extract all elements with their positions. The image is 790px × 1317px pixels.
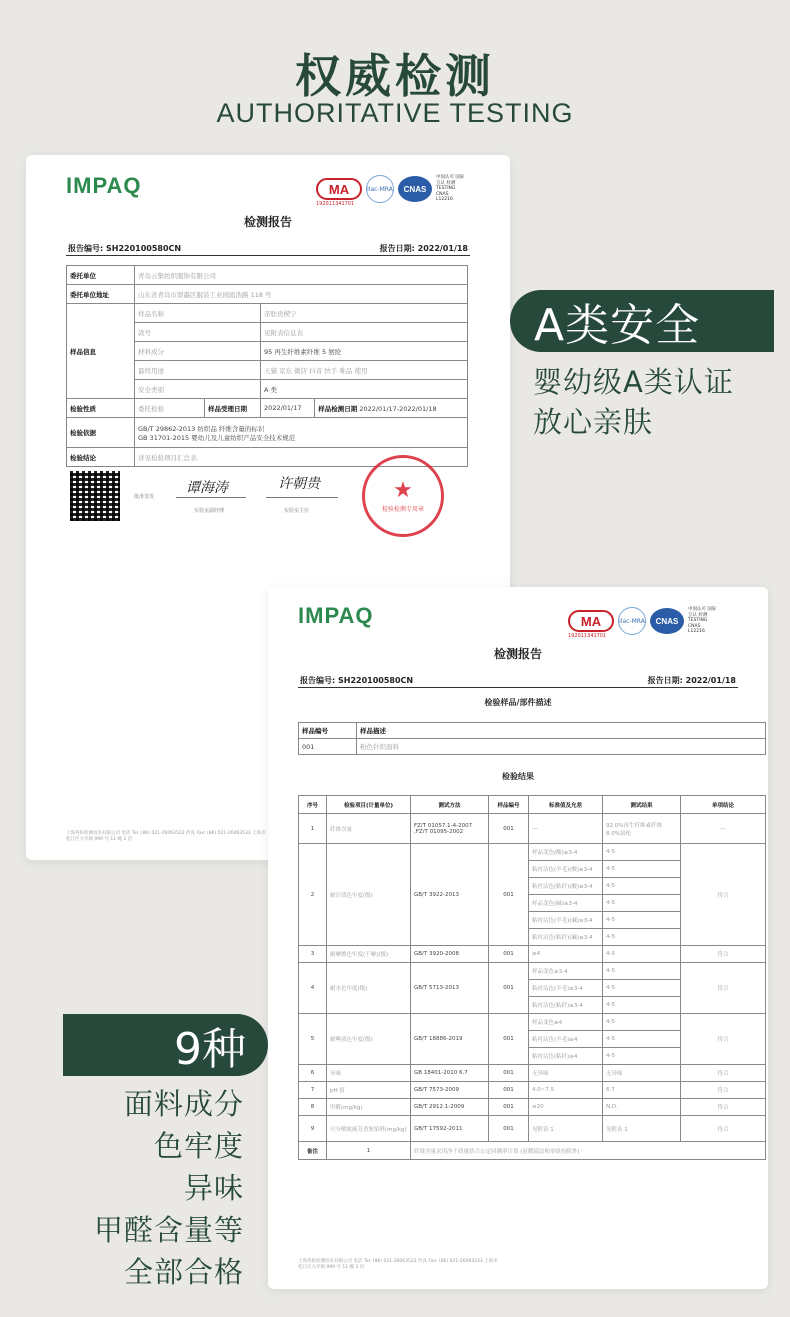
result-verdict: 符合: [681, 1014, 766, 1065]
table-row: [299, 963, 766, 980]
result-value: 无异味: [603, 1065, 681, 1082]
report-footer: 上海英柏检测技术有限公司 电话 Tel: (86) 021-26063522 传真 Fax: (86) 021-26063533 上海市松江区九亭镇 999 号 11 幢 2 层: [66, 831, 266, 842]
divider: [66, 255, 470, 256]
result-item: 纤维含量: [327, 814, 411, 844]
result-sample: 001: [489, 1014, 529, 1065]
report-info-table: [66, 265, 468, 467]
result-sample: 001: [489, 1099, 529, 1116]
result-value: 4-5: [603, 997, 681, 1014]
check-type-value: 委托检验: [135, 399, 205, 418]
result-item: 耐摩擦色牢度(干摩)(级): [327, 946, 411, 963]
signature-1: 谭海涛: [186, 480, 228, 496]
result-value: 4-5: [603, 912, 681, 929]
result-sample: 001: [489, 1065, 529, 1082]
result-no: 9: [299, 1116, 327, 1142]
result-standard: 样品变色≥4: [529, 1014, 603, 1031]
result-method: FZ/T 01057.1-4-2007 ,FZ/T 01095-2002: [411, 814, 489, 844]
divider: [266, 497, 338, 498]
check-type-label: 检验性质: [67, 399, 135, 418]
seal-text: 检验检测专用章: [381, 505, 424, 513]
page-title: 权威检测: [295, 49, 495, 103]
result-no: 8: [299, 1099, 327, 1116]
result-item: 甲醛(mg/kg): [327, 1099, 411, 1116]
test-date-value: 2022/01/17-2022/01/18: [359, 404, 437, 413]
report-title: 检测报告: [243, 215, 292, 229]
sample-value: 天猫 京东 微店 抖音 快手 唯品 使用: [261, 361, 468, 380]
result-no: 6: [299, 1065, 327, 1082]
client-address-value: 山东省青岛市即墨区服装工业园流浩路 118 号: [135, 285, 468, 304]
result-method: GB 18401-2010 6.7: [411, 1065, 489, 1082]
sample-key: 款号: [135, 323, 261, 342]
items-line: 色牢度: [153, 1129, 244, 1163]
result-standard: ---: [529, 814, 603, 844]
result-verdict: 符合: [681, 1116, 766, 1142]
divider: [298, 687, 738, 688]
result-value: 4-5: [603, 1048, 681, 1065]
result-verdict: 符合: [681, 963, 766, 1014]
result-item: 耐水色牢度(级): [327, 963, 411, 1014]
sample-value: 亲肤贵楔宁: [261, 304, 468, 323]
client-label: 委托单位: [67, 266, 135, 285]
result-table: [298, 795, 766, 1160]
sample-no-header: 样品编号: [299, 723, 357, 739]
table-row: [299, 814, 766, 844]
result-value: 4-5: [603, 878, 681, 895]
a-class-badge: A类安全: [510, 290, 774, 352]
result-standard: 见附表 1: [529, 1116, 603, 1142]
result-standard: 样品变色≥3-4: [529, 963, 603, 980]
cnas-cert-icon: CNAS: [650, 608, 684, 634]
result-standard: 粘衬沾色(羊毛)≥4: [529, 1031, 603, 1048]
result-method: GB/T 3922-2013: [411, 844, 489, 946]
result-no: 4: [299, 963, 327, 1014]
report-date: 报告日期: 2022/01/18: [379, 244, 468, 253]
result-standard: ≥4: [529, 946, 603, 963]
signature-2: 许朝贵: [278, 476, 320, 492]
result-standard: 无异味: [529, 1065, 603, 1082]
result-value: N.D.: [603, 1099, 681, 1116]
result-standard: 粘衬沾色(羊毛)(碱)≥3-4: [529, 912, 603, 929]
result-header: 检验项目(计量单位): [327, 796, 411, 814]
result-standard: 粘衬沾色(粘纤)(碱)≥3-4: [529, 929, 603, 946]
result-value: 92.0%再生纤维素纤维 8.0%氨纶: [603, 814, 681, 844]
sample-value: A 类: [261, 380, 468, 399]
table-row: [299, 946, 766, 963]
items-line: 全部合格: [123, 1255, 244, 1289]
sample-no: 001: [299, 739, 357, 755]
signature-2-role: 实验室主任: [284, 508, 310, 514]
table-row: [299, 844, 766, 861]
result-item: 耐唾液色牢度(级): [327, 1014, 411, 1065]
result-standard: 粘衬沾色(粘纤)≥4: [529, 1048, 603, 1065]
a-class-line: 婴幼级A类认证: [533, 365, 734, 399]
official-seal: [362, 455, 444, 537]
result-value: 4-5: [603, 980, 681, 997]
result-value: 4-5: [603, 844, 681, 861]
seal-star-icon: ★: [393, 477, 413, 503]
report-number: 报告编号: SH220100580CN: [68, 244, 182, 253]
ilac-cert-icon: ilac-MRA: [618, 607, 646, 635]
result-method: GB/T 17592-2011: [411, 1116, 489, 1142]
sample-key: 材料成分: [135, 342, 261, 361]
nine-items-badge: 9种: [63, 1014, 268, 1076]
conclusion-value: 详见检验项目汇总表.: [135, 448, 468, 467]
test-date-cell: [315, 399, 468, 418]
result-verdict: ---: [681, 814, 766, 844]
a-class-line: 放心亲肤: [533, 405, 654, 439]
result-verdict: 符合: [681, 1099, 766, 1116]
result-value: 4-5: [603, 895, 681, 912]
sample-key: 安全类别: [135, 380, 261, 399]
result-no: 2: [299, 844, 327, 946]
result-header: 单项结论: [681, 796, 766, 814]
result-standard: 粘衬沾色(粘纤)(酸)≥3-4: [529, 878, 603, 895]
result-header: 序号: [299, 796, 327, 814]
result-verdict: 符合: [681, 1082, 766, 1099]
result-section-title: 检验结果: [502, 772, 534, 781]
result-standard: ≤20: [529, 1099, 603, 1116]
table-row: [299, 1014, 766, 1031]
items-line: 异味: [183, 1171, 244, 1205]
cert-text: 中国认可 国际互认 检测 TESTING CNAS L12216: [688, 607, 717, 635]
receive-date-label: 样品受理日期: [205, 399, 261, 418]
sample-value: 95 再生纤维素纤维 5 氨纶: [261, 342, 468, 361]
ma-cert-number: 192011341701: [568, 633, 607, 639]
result-item: 可分解致癌芳香胺染料(mg/kg): [327, 1116, 411, 1142]
result-header: 样品编号: [489, 796, 529, 814]
result-value: 4-5: [603, 861, 681, 878]
result-value: 4-5: [603, 946, 681, 963]
result-no: 7: [299, 1082, 327, 1099]
table-row: [299, 1099, 766, 1116]
basis-line: GB/T 29862-2013 纺织品 纤维含量的标识: [138, 424, 265, 433]
sample-key: 最终用途: [135, 361, 261, 380]
sample-desc-header: 样品描述: [357, 723, 766, 739]
result-value: 4-5: [603, 1014, 681, 1031]
result-value: 4-5: [603, 929, 681, 946]
result-standard: 样品变色(碱)≥3-4: [529, 895, 603, 912]
result-standard: 粘衬沾色(羊毛)≥3-4: [529, 980, 603, 997]
basis-label: 检验依据: [67, 418, 135, 448]
sample-value: 见附表信息表: [261, 323, 468, 342]
sample-table: [298, 722, 766, 755]
items-line: 面料成分: [123, 1087, 244, 1121]
result-item: 异味: [327, 1065, 411, 1082]
result-method: GB/T 3920-2008: [411, 946, 489, 963]
result-item: pH 值: [327, 1082, 411, 1099]
result-value: 4-5: [603, 1031, 681, 1048]
ma-cert-icon: MA: [568, 610, 614, 632]
report-title: 检测报告: [493, 647, 542, 661]
result-no: 5: [299, 1014, 327, 1065]
result-standard: 粘衬沾色(羊毛)(酸)≥3-4: [529, 861, 603, 878]
note-label: 备注: [299, 1142, 327, 1160]
result-sample: 001: [489, 814, 529, 844]
result-value: 6.7: [603, 1082, 681, 1099]
note-no: 1: [327, 1142, 411, 1160]
ma-cert-icon: MA: [316, 178, 362, 200]
qr-code-icon: [70, 471, 120, 521]
result-standard: 4.0~7.5: [529, 1082, 603, 1099]
result-method: GB/T 18886-2019: [411, 1014, 489, 1065]
page-subtitle: AUTHORITATIVE TESTING: [216, 98, 574, 128]
table-row: [299, 1065, 766, 1082]
result-method: GB/T 2912.1-2009: [411, 1099, 489, 1116]
result-no: 3: [299, 946, 327, 963]
sample-key: 样品名称: [135, 304, 261, 323]
cert-text: 中国认可 国际互认 检测 TESTING CNAS L12216: [436, 175, 465, 203]
signature-1-role: 实验室副经理: [194, 508, 225, 514]
report-date: 报告日期: 2022/01/18: [647, 676, 736, 685]
sample-info-label: 样品信息: [67, 304, 135, 399]
cnas-cert-icon: CNAS: [398, 176, 432, 202]
result-verdict: 符合: [681, 1065, 766, 1082]
conclusion-label: 检验结论: [67, 448, 135, 467]
result-sample: 001: [489, 946, 529, 963]
basis-line: GB 31701-2015 婴幼儿及儿童纺织产品安全技术规范: [138, 433, 296, 442]
impaq-logo: IMPAQ: [298, 603, 374, 628]
table-row: [299, 1082, 766, 1099]
table-row: [299, 1116, 766, 1142]
report-number: 报告编号: SH220100580CN: [300, 676, 414, 685]
table-row: [299, 1142, 766, 1160]
result-sample: 001: [489, 963, 529, 1014]
items-line: 甲醛含量等: [93, 1213, 244, 1247]
note-text: 纤维含量采用净干质量结合公定回潮率计算 (显微镜法和单组份除外): [411, 1142, 766, 1160]
cert-logos: [316, 175, 466, 203]
sample-desc: 粉色针织面料: [357, 739, 766, 755]
ma-cert-number: 192011341701: [316, 201, 355, 207]
result-standard: 样品变色(酸)≥3-4: [529, 844, 603, 861]
result-standard: 粘衬沾色(粘纤)≥3-4: [529, 997, 603, 1014]
result-sample: 001: [489, 1116, 529, 1142]
result-value: 见附表 1: [603, 1116, 681, 1142]
report-document-2: [268, 587, 768, 1289]
result-header: 测试方法: [411, 796, 489, 814]
cert-logos: [568, 607, 718, 635]
approval-label: 批准签发: [134, 494, 155, 500]
divider: [176, 497, 246, 498]
test-date-label: 样品检测日期: [318, 404, 358, 413]
result-header: 标准值及允差: [529, 796, 603, 814]
result-sample: 001: [489, 844, 529, 946]
ilac-cert-icon: ilac-MRA: [366, 175, 394, 203]
result-no: 1: [299, 814, 327, 844]
result-sample: 001: [489, 1082, 529, 1099]
report-footer: 上海英柏检测技术有限公司 电话 Tel: (86) 021-26063522 传真 Fax: (86) 021-26063533 上海市松江区九亭镇 999 号 11 幢 2 层: [298, 1259, 498, 1270]
sample-section-title: 检验样品/部件描述: [484, 698, 552, 707]
result-method: GB/T 5713-2013: [411, 963, 489, 1014]
result-method: GB/T 7573-2009: [411, 1082, 489, 1099]
receive-date-value: 2022/01/17: [261, 399, 315, 418]
result-verdict: 符合: [681, 844, 766, 946]
result-value: 4-5: [603, 963, 681, 980]
client-value: 青岛云集纺织服饰有限公司: [135, 266, 468, 285]
result-header: 测试结果: [603, 796, 681, 814]
result-verdict: 符合: [681, 946, 766, 963]
basis-value: [135, 418, 468, 448]
client-address-label: 委托单位地址: [67, 285, 135, 304]
impaq-logo: IMPAQ: [66, 173, 142, 198]
result-item: 耐汗渍色牢度(级): [327, 844, 411, 946]
